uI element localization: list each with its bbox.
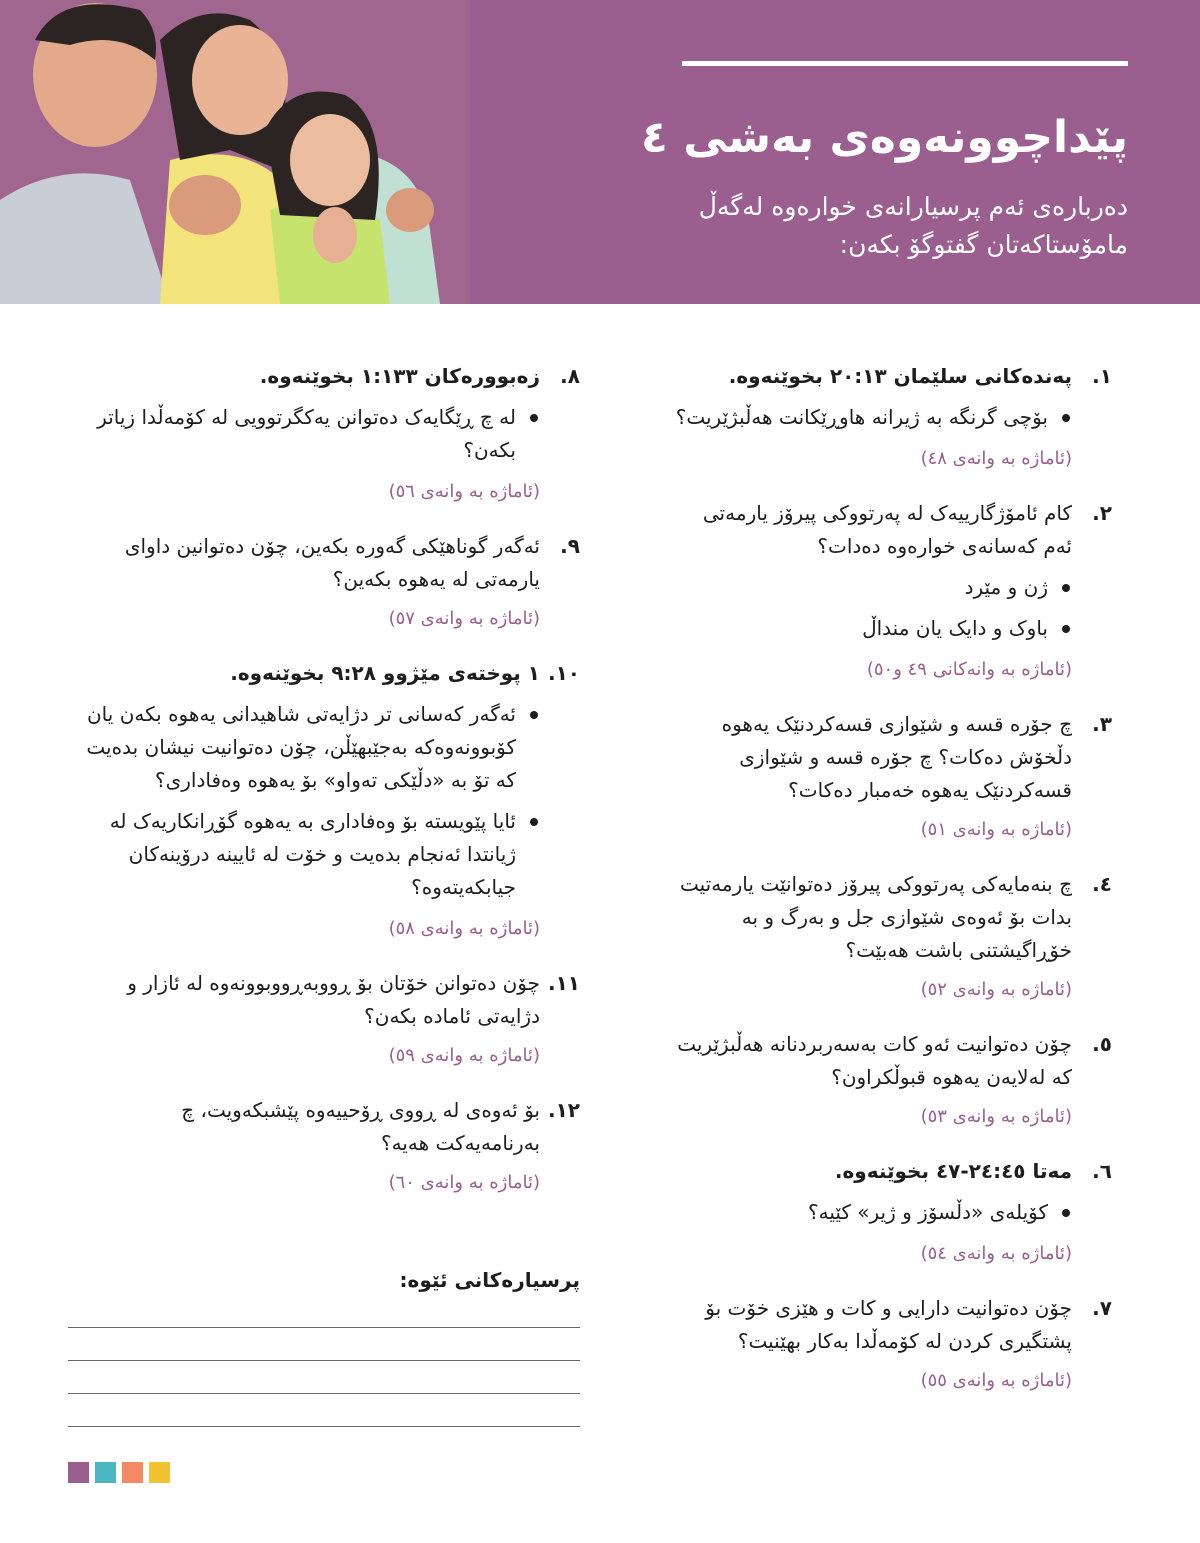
your-questions-title: پرسیارەکانی ئێوە: (399, 1268, 580, 1292)
question-number: ٤. (1092, 872, 1112, 896)
bullet-item: ئایا پێویستە بۆ وەفاداری بە یەهوە گۆڕانکاریەک لە ژیانتدا ئەنجام بدەیت و خۆت لە ئایینە درۆینەکان جیابکەیتەوە؟ (80, 805, 540, 904)
questions-column-left (80, 360, 580, 1221)
writing-line[interactable] (68, 1327, 580, 1328)
question-text: ئەگەر گوناهێکی گەورە بکەین، چۆن دەتوانین داوای یارمەتی لە یەهوە بکەین؟ (124, 534, 540, 591)
lesson-reference: (ئاماژە بە وانەی ٥٤) (920, 1243, 1072, 1264)
lesson-reference: (ئاماژە بە وانەی ٥٨) (388, 918, 540, 939)
question-number: ٦. (1092, 1159, 1112, 1183)
question-number: ١٠. (547, 661, 580, 685)
bullet-icon (1062, 625, 1070, 633)
bullet-icon (1062, 584, 1070, 592)
question-number: ٣. (1092, 712, 1112, 736)
bullet-list (80, 401, 540, 467)
question-7 (672, 1292, 1112, 1397)
swatch-teal (95, 1462, 116, 1483)
lesson-reference: (ئاماژە بە وانەی ٥٦) (388, 481, 540, 502)
bullet-icon (530, 818, 538, 826)
bullet-list (672, 571, 1072, 645)
header-banner (0, 0, 1200, 304)
bullet-item: کۆیلەی «دڵسۆز و ژیر» کێیە؟ (672, 1196, 1072, 1229)
lesson-reference: (ئاماژە بە وانەی ٥٢) (920, 979, 1072, 1000)
question-9 (80, 530, 580, 635)
question-text: چ بنەمایەکی پەرتووکی پیرۆز دەتوانێت یارمەتیت بدات بۆ ئەوەی شێوازی جل و بەرگ و بە خۆڕاگیشتنی باشت هەبێت؟ (679, 872, 1072, 962)
writing-line[interactable] (68, 1360, 580, 1361)
your-questions-section (68, 1265, 580, 1427)
question-text: چۆن دەتوانیت ئەو کات بەسەربردنانە هەڵبژێریت کە لەلایەن یەهوە قبوڵکراون؟ (677, 1032, 1072, 1089)
page-title: پێداچوونەوەی بەشی ٤ (641, 112, 1128, 163)
question-text: بۆ ئەوەی لە ڕووی ڕۆحییەوە پێشبکەویت، چ بەرنامەیەکت هەیە؟ (181, 1098, 540, 1155)
bullet-list (80, 698, 540, 904)
bullet-list (672, 401, 1072, 434)
question-text: زەبوورەکان ١:١٣٣ بخوێنەوە. (259, 364, 540, 388)
lesson-reference: (ئاماژە بە وانەکانی ٤٩ و٥٠) (866, 659, 1072, 680)
question-8 (80, 360, 580, 508)
question-text: ١ پوختەی مێژوو ٩:٢٨ بخوێنەوە. (230, 661, 540, 685)
question-number: ١١. (547, 971, 580, 995)
question-number: ٧. (1092, 1296, 1112, 1320)
writing-line[interactable] (68, 1426, 580, 1427)
question-text: کام ئامۆژگارییەک لە پەرتووکی پیرۆز یارمەتی ئەم کەسانەی خوارەوە دەدات؟ (702, 501, 1072, 558)
question-text: چۆن دەتوانیت دارایی و کات و هێزی خۆت بۆ پشتگیری کردن لە کۆمەڵدا بەکار بهێنیت؟ (705, 1296, 1072, 1353)
bullet-item: ئەگەر کەسانی تر دژایەتی شاهیدانی یەهوە بکەن یان کۆبوونەوەکە بەجێبهێڵن، چۆن دەتوانیت نیشان بدەیت کە تۆ بە «دڵێکی تەواو» بۆ یەهوە وەفاداری؟ (80, 698, 540, 797)
bullet-icon (530, 711, 538, 719)
swatch-purple (68, 1462, 89, 1483)
question-12 (80, 1094, 580, 1199)
swatch-orange (122, 1462, 143, 1483)
lesson-reference: (ئاماژە بە وانەی ٤٨) (920, 448, 1072, 469)
lesson-reference: (ئاماژە بە وانەی ٦٠) (388, 1172, 540, 1193)
questions-column-right (672, 360, 1112, 1419)
question-3 (672, 708, 1112, 846)
question-11 (80, 967, 580, 1072)
lesson-reference: (ئاماژە بە وانەی ٥٣) (920, 1106, 1072, 1127)
family-praying-illustration (0, 0, 470, 304)
question-1 (672, 360, 1112, 475)
question-text: مەتا ٢٤:٤٥-٤٧ بخوێنەوە. (834, 1159, 1072, 1183)
color-swatches (68, 1462, 170, 1483)
bullet-item: بۆچی گرنگە بە ژیرانە هاوڕێکانت هەڵبژێریت؟ (672, 401, 1072, 434)
question-number: ٩. (560, 534, 580, 558)
bullet-icon (530, 414, 538, 422)
question-number: ٢. (1092, 501, 1112, 525)
question-number: ٨. (560, 364, 580, 388)
bullet-item: باوک و دایک یان منداڵ (672, 612, 1072, 645)
writing-line[interactable] (68, 1393, 580, 1394)
question-text: چ جۆرە قسە و شێوازی قسەکردنێک یەهوە دڵخۆش دەکات؟ چ جۆرە قسە و شێوازی قسەکردنێک یەهوە خەمبار دەکات؟ (721, 712, 1072, 802)
bullet-icon (1062, 414, 1070, 422)
question-text: پەندەکانی سلێمان ٢٠:١٣ بخوێنەوە. (728, 364, 1072, 388)
question-text: چۆن دەتوانن خۆتان بۆ ڕووبەڕووبوونەوە لە ئازار و دژایەتی ئامادە بکەن؟ (127, 971, 540, 1028)
lesson-reference: (ئاماژە بە وانەی ٥٥) (920, 1370, 1072, 1391)
question-2 (672, 497, 1112, 686)
swatch-yellow (149, 1462, 170, 1483)
lesson-reference: (ئاماژە بە وانەی ٥١) (920, 819, 1072, 840)
question-number: ١٢. (547, 1098, 580, 1122)
lesson-reference: (ئاماژە بە وانەی ٥٧) (388, 608, 540, 629)
bullet-item: لە چ ڕێگایەک دەتوانن یەکگرتوویی لە کۆمەڵدا زیاتر بکەن؟ (80, 401, 540, 467)
question-4 (672, 868, 1112, 1006)
header-rule (682, 61, 1128, 66)
page-subtitle: دەربارەی ئەم پرسیارانەی خوارەوە لەگەڵ مامۆستاکەتان گفتوگۆ بکەن: (698, 192, 1128, 259)
lesson-reference: (ئاماژە بە وانەی ٥٩) (388, 1045, 540, 1066)
question-6 (672, 1155, 1112, 1270)
bullet-item: ژن و مێرد (672, 571, 1072, 604)
question-number: ١. (1092, 364, 1112, 388)
question-10 (80, 657, 580, 945)
question-number: ٥. (1092, 1032, 1112, 1056)
bullet-icon (1062, 1209, 1070, 1217)
question-5 (672, 1028, 1112, 1133)
bullet-list (672, 1196, 1072, 1229)
